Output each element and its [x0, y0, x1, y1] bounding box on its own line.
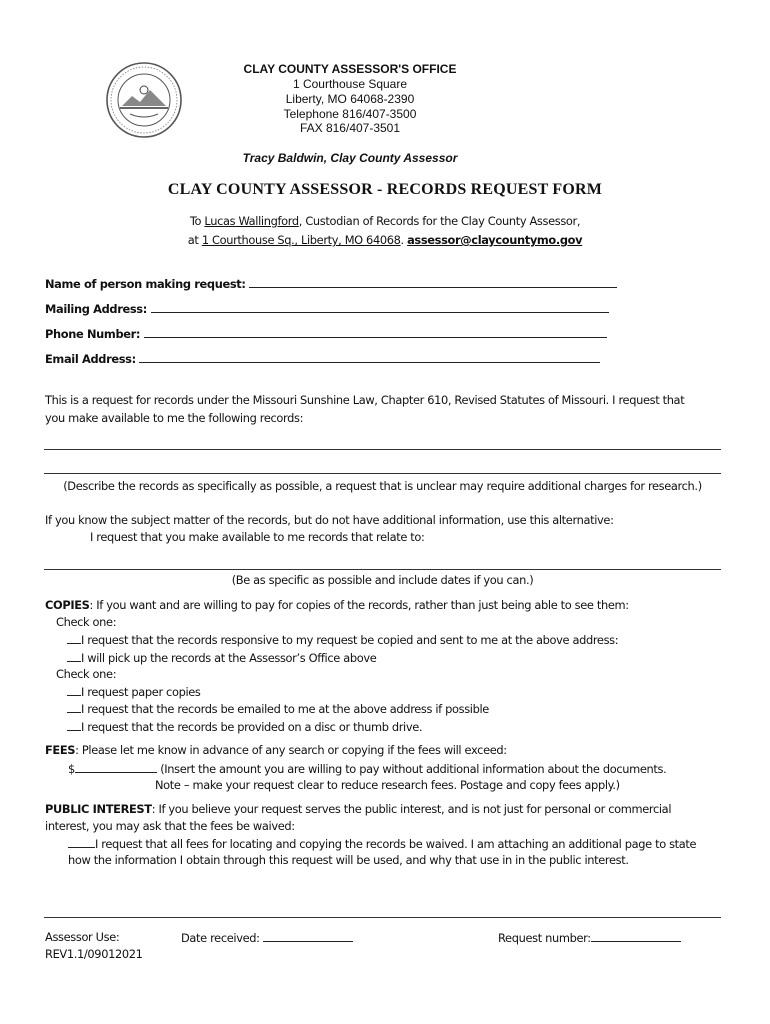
- copies-opt-pickup: [67, 650, 376, 665]
- checkbox-waive[interactable]: [68, 836, 95, 848]
- form-title: CLAY COUNTY ASSESSOR - RECORDS REQUEST FORM: [167, 181, 603, 198]
- to-suffix: , Custodian of Records for the Clay County Assessor,: [298, 214, 581, 228]
- phone-field[interactable]: [144, 326, 607, 338]
- opt-disc-label: I request that the records be provided on a disc or thumb drive.: [81, 720, 423, 734]
- email-label: Email Address: [45, 352, 132, 366]
- checkbox-disc[interactable]: [67, 719, 81, 731]
- mailing-field[interactable]: [151, 301, 609, 313]
- date-received-row: [181, 930, 353, 945]
- request-line-2: you make available to me the following records:: [45, 411, 304, 425]
- at-prefix: at: [187, 233, 202, 247]
- to-line-1: [0, 214, 770, 228]
- alt-line-2: I request that you make available to me records that relate to:: [90, 530, 425, 544]
- county-seal-icon: [104, 60, 184, 140]
- copies-opt-email: [67, 701, 489, 716]
- office-name: CLAY COUNTY ASSESSOR'S OFFICE: [243, 62, 457, 76]
- public-interest-label: PUBLIC INTEREST: [45, 802, 152, 816]
- name-label: Name of person making request: [45, 277, 242, 291]
- revision-label: REV1.1/09012021: [45, 947, 143, 961]
- checkbox-sent[interactable]: [67, 632, 81, 644]
- subject-line[interactable]: [44, 569, 721, 570]
- checkbox-pickup[interactable]: [67, 650, 81, 662]
- footer-divider: [44, 917, 721, 918]
- copies-intro-text: : If you want and are willing to pay for copies of the records, rather than just being able to see them:: [89, 598, 629, 612]
- opt-email-label: I request that the records be emailed to me at the above address if possible: [81, 702, 489, 716]
- email-link[interactable]: assessor@claycountymo.gov: [407, 233, 583, 247]
- fees-intro-text: : Please let me know in advance of any search or copying if the fees will exceed:: [75, 743, 507, 757]
- check-one-2: Check one:: [56, 667, 117, 681]
- office-telephone: Telephone 816/407-3500: [283, 107, 417, 121]
- assessor-use-label: Assessor Use:: [45, 930, 120, 944]
- date-received-field[interactable]: [263, 930, 353, 942]
- to-prefix: To: [189, 214, 205, 228]
- copies-opt-disc: [67, 719, 422, 734]
- waive-text-1: I request that all fees for locating and copying the records be waived. I am attaching an additional page to state: [95, 837, 697, 851]
- dollar-sign: $: [68, 762, 75, 776]
- waive-line-1: [68, 836, 696, 851]
- mailing-field-row: Mailing Address:: [45, 301, 609, 316]
- waive-line-2: how the information I obtain through this request will be used, and why that use in in the public interest.: [68, 853, 629, 867]
- alt-line-1: If you know the subject matter of the records, but do not have additional information, use this alternative:: [45, 513, 614, 527]
- name-field[interactable]: [249, 276, 617, 288]
- to-line-2: [0, 233, 770, 247]
- opt-sent-label: I request that the records responsive to my request be copied and sent to me at the above address:: [81, 633, 619, 647]
- office-fax: FAX 816/407-3501: [299, 121, 401, 135]
- request-number-field[interactable]: [591, 930, 681, 942]
- sep: .: [400, 233, 408, 247]
- mailing-label: Mailing Address: [45, 302, 143, 316]
- opt-paper-label: I request paper copies: [81, 685, 201, 699]
- fees-intro: [45, 743, 507, 757]
- office-address-link: 1 Courthouse Sq., Liberty, MO 64068: [201, 233, 401, 247]
- office-address-2: Liberty, MO 64068-2390: [285, 92, 415, 106]
- copies-label: COPIES: [45, 598, 90, 612]
- amount-note: (Insert the amount you are willing to pay without additional information about the documents.: [160, 762, 667, 776]
- records-line-1[interactable]: [44, 449, 721, 450]
- specific-note: (Be as specific as possible and include dates if you can.): [231, 573, 534, 587]
- checkbox-email[interactable]: [67, 701, 81, 713]
- phone-field-row: Phone Number:: [45, 326, 607, 341]
- email-field-row: Email Address:: [45, 351, 600, 366]
- date-received-label: Date received:: [181, 931, 263, 945]
- fees-note-2: Note – make your request clear to reduce research fees. Postage and copy fees apply.): [155, 778, 620, 792]
- records-line-2[interactable]: [44, 473, 721, 474]
- copies-intro: [45, 598, 629, 612]
- describe-note: (Describe the records as specifically as possible, a request that is unclear may require additional charges for research.): [63, 479, 702, 493]
- custodian-name: Lucas Wallingford: [204, 214, 299, 228]
- assessor-name: Tracy Baldwin, Clay County Assessor: [242, 151, 458, 165]
- request-number-label: Request number:: [498, 931, 591, 945]
- name-field-row: Name of person making request:: [45, 276, 617, 291]
- fee-amount-field[interactable]: [75, 761, 157, 773]
- request-number-row: [498, 930, 681, 945]
- public-interest-intro: [45, 802, 671, 816]
- request-line-1: This is a request for records under the Missouri Sunshine Law, Chapter 610, Revised Statutes of Missouri. I request that: [45, 393, 685, 407]
- copies-opt-sent: [67, 632, 618, 647]
- opt-pickup-label: I will pick up the records at the Assessor’s Office above: [81, 651, 377, 665]
- public-interest-intro-text: : If you believe your request serves the public interest, and is not just for personal or commercial: [151, 802, 672, 816]
- email-field[interactable]: [139, 351, 600, 363]
- checkbox-paper[interactable]: [67, 684, 81, 696]
- fees-label: FEES: [45, 743, 76, 757]
- copies-opt-paper: [67, 684, 201, 699]
- check-one-1: Check one:: [56, 615, 117, 629]
- fees-amount-row: [68, 761, 666, 776]
- office-address-1: 1 Courthouse Square: [292, 77, 408, 91]
- public-interest-line-2: interest, you may ask that the fees be waived:: [45, 819, 295, 833]
- phone-label: Phone Number: [45, 327, 136, 341]
